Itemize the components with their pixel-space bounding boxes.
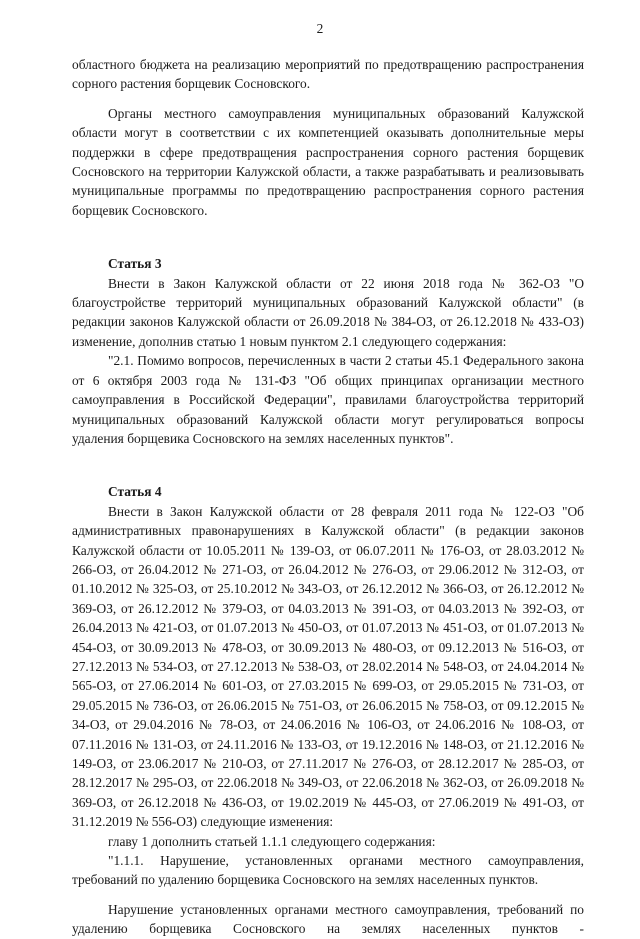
chapter-addition-line: главу 1 дополнить статьей 1.1.1 следующего содержания:: [108, 833, 436, 849]
page-number: 2: [316, 21, 324, 36]
article-1-1-1-title: "1.1.1. Нарушение, установленных органами местного самоуправления, требований по удалению борщевика Сосновского на землях населенных пунктов.: [72, 853, 584, 888]
paragraph-budget: областного бюджета на реализацию мероприятий по предотвращению распространения сорного растения борщевик Сосновского.: [72, 57, 584, 92]
article-4-heading: Статья 4: [108, 484, 162, 500]
violation-paragraph: Нарушение установленных органами местного самоуправления, требований по удалению борщевика Сосновского на землях населенных пунктов -: [72, 901, 584, 937]
article-3-quote: "2.1. Помимо вопросов, перечисленных в части 2 статьи 45.1 Федерального закона от 6 октября 2003 года № 131-ФЗ "Об общих принципах организации местного самоуправления в Российской Федерации", правилами благоустройства территорий муниципальных образований Калужской области могут регулироваться вопросы удаления борщевика Сосновского на землях населенных пунктов".: [72, 353, 584, 446]
document-body: [72, 55, 584, 939]
article-3-intro: Внести в Закон Калужской области от 22 июня 2018 года № 362-ОЗ "О благоустройстве территорий муниципальных образований Калужской области" (в редакции законов Калужской области от 26.09.2018 № 384-ОЗ, от 26.12.2018 № 433-ОЗ) изменение, дополнив статью 1 новым пунктом 2.1 следующего содержания:: [72, 275, 584, 349]
article-4-intro: Внести в Закон Калужской области от 28 февраля 2011 года № 122-ОЗ "Об административных правонарушениях в Калужской области" (в редакции законов Калужской области от 10.05.2011 № 139-ОЗ, от 06.07.2011 № 176-ОЗ, от 28.03.2012 № 266-ОЗ, от 26.04.2012 № 271-ОЗ, от 26.04.2012 № 276-ОЗ, от 29.06.2012 № 312-ОЗ, от 01.10.2012 № 325-ОЗ, от 25.10.2012 № 343-ОЗ, от 26.12.2012 № 366-ОЗ, от 26.12.2012 № 369-ОЗ, от 26.12.2012 № 379-ОЗ, от 04.03.2013 № 391-ОЗ, от 04.03.2013 № 392-ОЗ, от 26.04.2013 № 421-ОЗ, от 01.07.2013 № 450-ОЗ, от 01.07.2013 № 451-ОЗ, от 01.07.2013 № 454-ОЗ, от 30.09.2013 № 478-ОЗ, от 30.09.2013 № 480-ОЗ, от 09.12.2013 № 516-ОЗ, от 27.12.2013 № 534-ОЗ, от 27.12.2013 № 538-ОЗ, от 28.02.2014 № 548-ОЗ, от 24.04.2014 № 565-ОЗ, от 27.06.2014 № 601-ОЗ, от 27.03.2015 № 699-ОЗ, от 29.05.2015 № 731-ОЗ, от 29.05.2015 № 736-ОЗ, от 26.06.2015 № 751-ОЗ, от 26.06.2015 № 758-ОЗ, от 09.12.2015 № 34-ОЗ, от 29.04.2016 № 78-ОЗ, от 24.06.2016 № 106-ОЗ, от 24.06.2016 № 108-ОЗ, от 07.11.2016 № 131-ОЗ, от 24.11.2016 № 133-ОЗ, от 19.12.2016 № 148-ОЗ, от 21.12.2016 № 149-ОЗ, от 23.06.2017 № 210-ОЗ, от 27.11.2017 № 276-ОЗ, от 28.12.2017 № 285-ОЗ, от 28.12.2017 № 295-ОЗ, от 22.06.2018 № 349-ОЗ, от 22.06.2018 № 362-ОЗ, от 26.09.2018 № 369-ОЗ, от 26.12.2018 № 436-ОЗ, от 19.02.2019 № 445-ОЗ, от 27.06.2019 № 491-ОЗ, от 31.12.2019 № 556-ОЗ) следующие изменения:: [72, 503, 584, 830]
paragraph-local-authorities: Органы местного самоуправления муниципальных образований Калужской области могут в соответствии с их компетенцией оказывать дополнительные меры поддержки в сфере предотвращения распространения сорного растения борщевик Сосновского на территории Калужской области, а также разрабатывать и реализовывать муниципальные программы по предотвращению распространения сорного растения борщевик Сосновского.: [72, 105, 584, 218]
article-3-heading: Статья 3: [108, 256, 162, 272]
